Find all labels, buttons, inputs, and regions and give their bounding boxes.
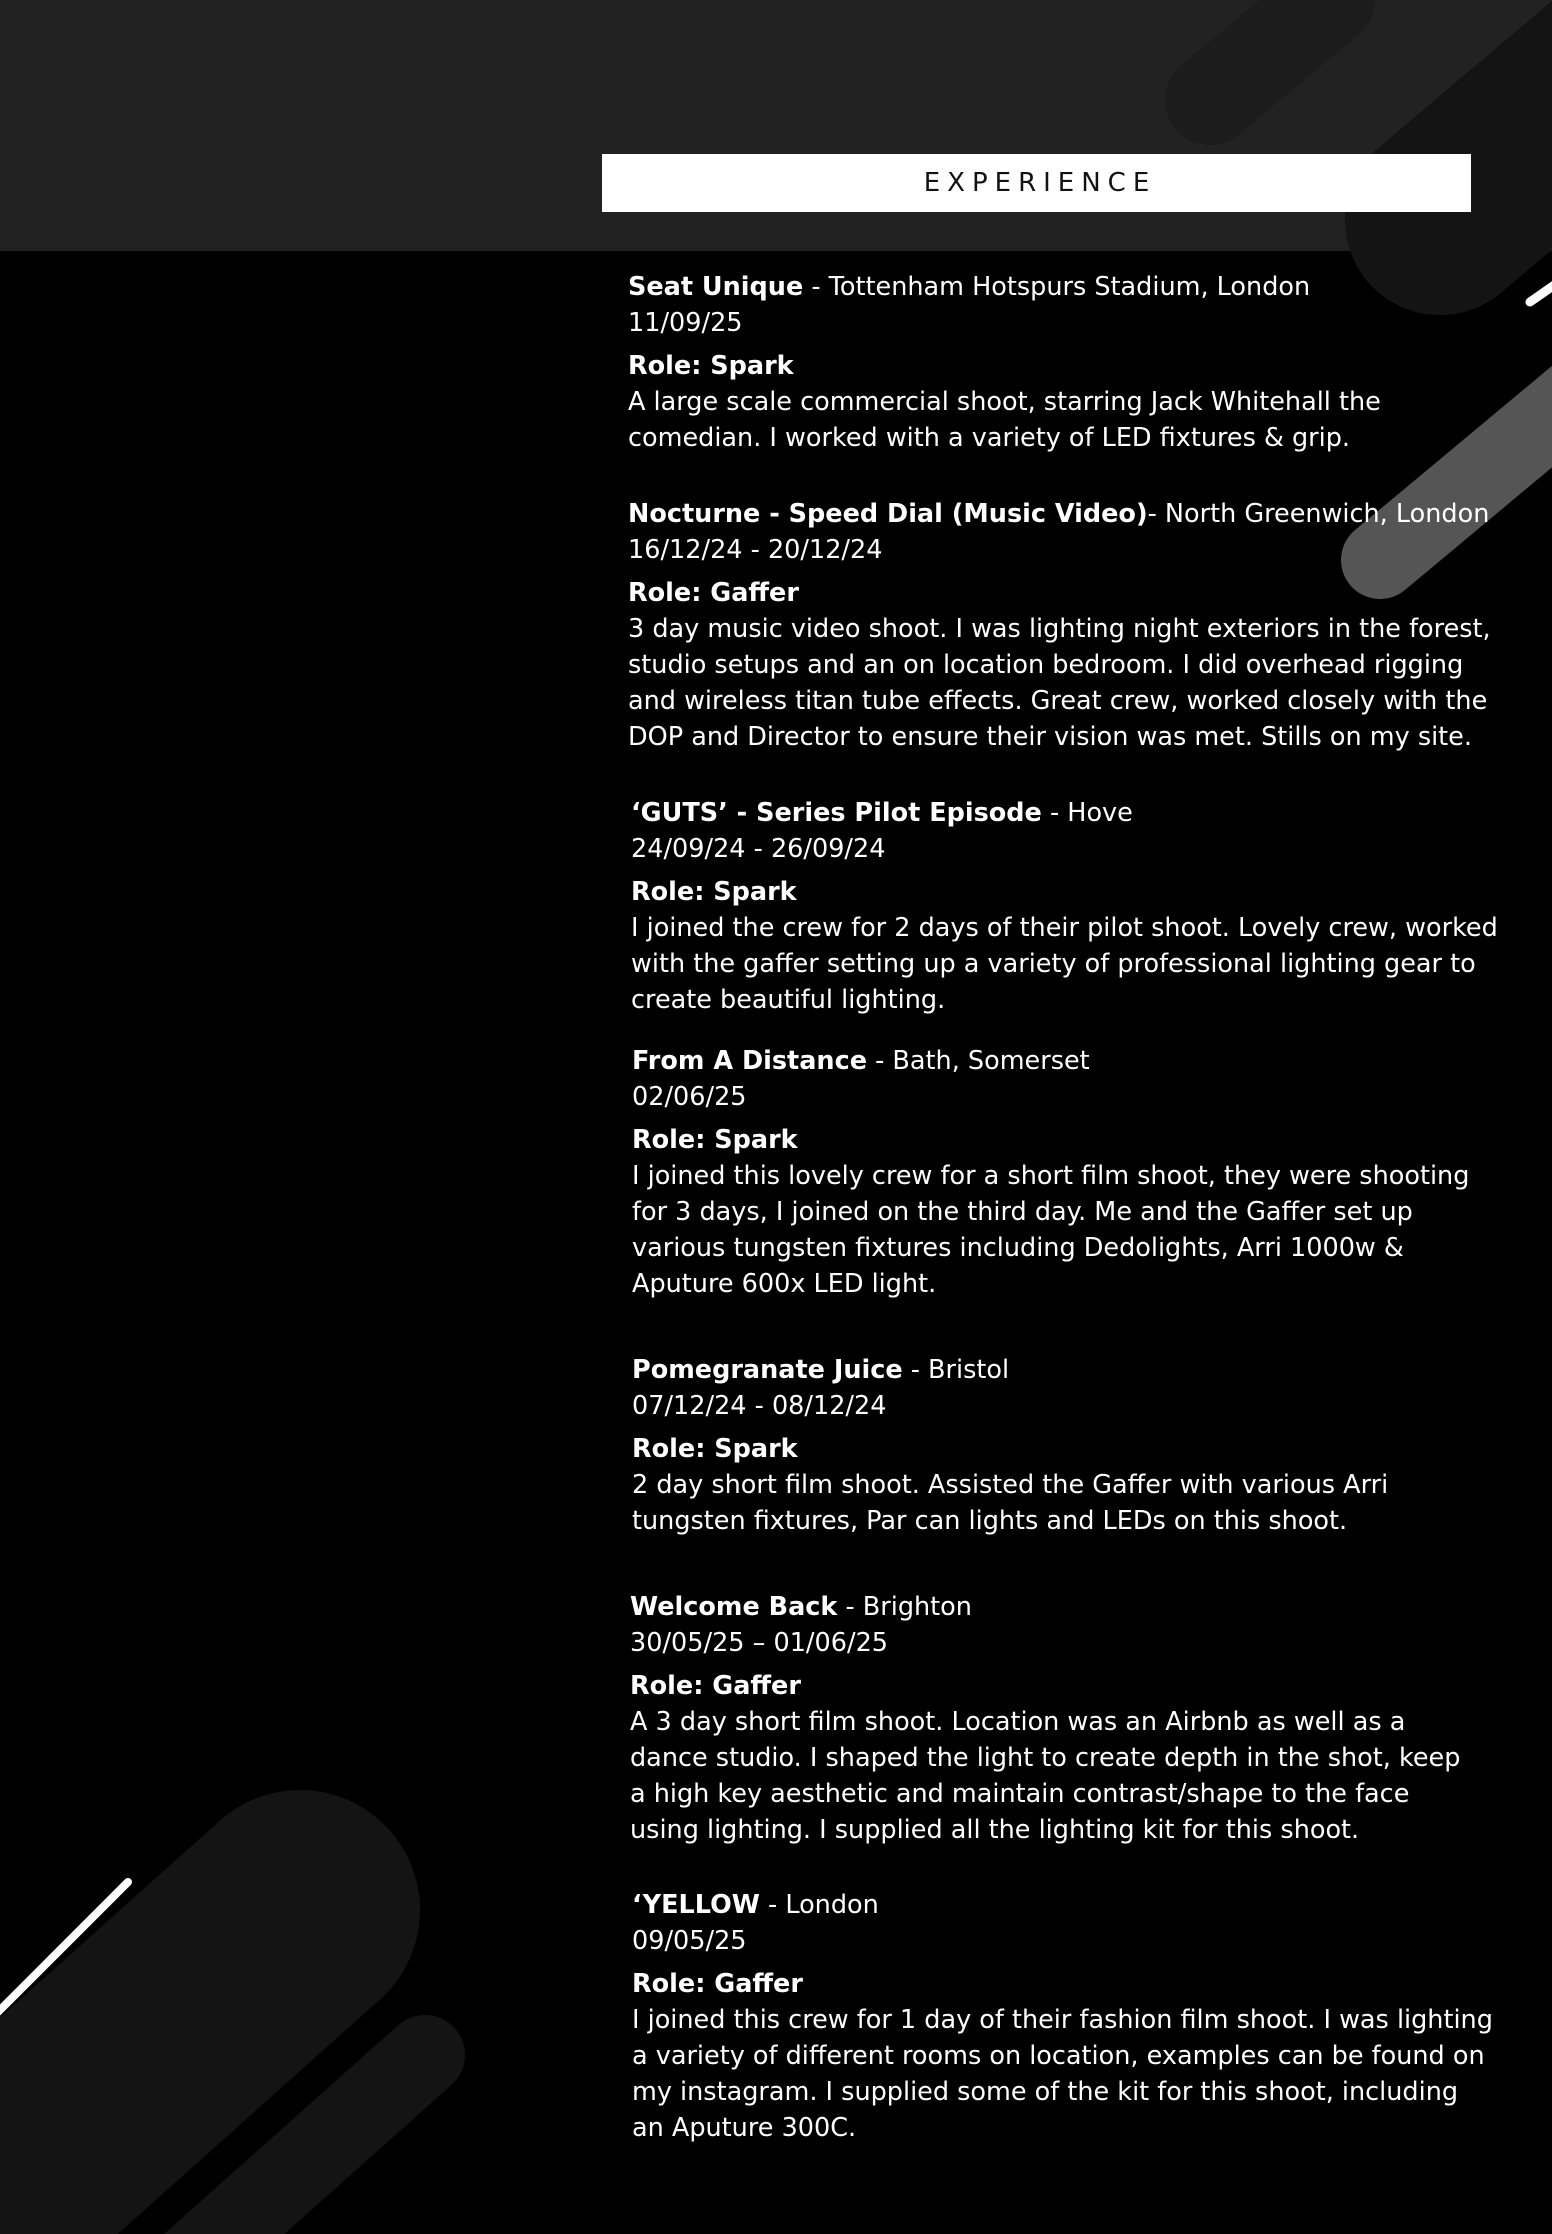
description-line: 3 day music video shoot. I was lighting night exteriors in the forest, [628, 614, 1491, 644]
description-line: using lighting. I supplied all the lighting kit for this shoot. [630, 1815, 1360, 1845]
entry-dates: 16/12/24 - 20/12/24 [628, 535, 883, 565]
description-line: with the gaffer setting up a variety of professional lighting gear to [631, 949, 1476, 979]
entry-heading-line [628, 496, 1508, 532]
entry-description [631, 910, 1511, 1018]
experience-entry [632, 1043, 1512, 1302]
description-line: an Aputure 300C. [632, 2113, 857, 2143]
description-line: a high key aesthetic and maintain contrast/shape to the face [630, 1779, 1410, 1809]
entry-description [632, 2002, 1512, 2146]
description-line: 2 day short film shoot. Assisted the Gaffer with various Arri [632, 1470, 1389, 1500]
entry-heading-line [632, 1352, 1512, 1388]
experience-entry [632, 1352, 1512, 1539]
top-white-stripe [1530, 274, 1552, 302]
description-line: studio setups and an on location bedroom. I did overhead rigging [628, 650, 1464, 680]
description-line: I joined this lovely crew for a short film shoot, they were shooting [632, 1161, 1470, 1191]
entry-description [632, 1467, 1512, 1539]
description-line: Aputure 600x LED light. [632, 1269, 937, 1299]
experience-entry [628, 496, 1508, 755]
description-line: create beautiful lighting. [631, 985, 946, 1015]
entry-role: Role: Gaffer [628, 578, 799, 608]
description-line: dance studio. I shaped the light to create depth in the shot, keep [630, 1743, 1461, 1773]
entry-role: Role: Spark [632, 1125, 798, 1155]
entry-dates: 02/06/25 [632, 1082, 747, 1112]
description-line: I joined the crew for 2 days of their pilot shoot. Lovely crew, worked [631, 913, 1498, 943]
description-line: DOP and Director to ensure their vision was met. Stills on my site. [628, 722, 1472, 752]
entry-dates: 11/09/25 [628, 308, 743, 338]
entry-dates: 09/05/25 [632, 1926, 747, 1956]
entry-location: - Hove [1041, 798, 1133, 828]
entry-title: Pomegranate Juice [632, 1355, 903, 1385]
entry-heading-line [630, 1589, 1510, 1625]
entry-role: Role: Gaffer [630, 1671, 801, 1701]
entry-role: Role: Gaffer [632, 1969, 803, 1999]
entry-role: Role: Spark [632, 1434, 798, 1464]
experience-heading: EXPERIENCE [602, 154, 1471, 212]
description-line: tungsten fixtures, Par can lights and LEDs on this shoot. [632, 1506, 1348, 1536]
entry-location: - Tottenham Hotspurs Stadium, London [803, 272, 1311, 302]
entry-dates: 30/05/25 – 01/06/25 [630, 1628, 889, 1658]
entry-description [628, 611, 1508, 755]
description-line: for 3 days, I joined on the third day. Me and the Gaffer set up [632, 1197, 1413, 1227]
entry-title: Welcome Back [630, 1592, 838, 1622]
entry-description [632, 1158, 1512, 1302]
experience-entry [630, 1589, 1510, 1848]
entry-heading-line [628, 269, 1508, 305]
experience-entry [628, 269, 1508, 456]
entry-location: - Brighton [837, 1592, 972, 1622]
entry-title: ‘GUTS’ - Series Pilot Episode [631, 798, 1042, 828]
entry-description [628, 384, 1508, 456]
entry-heading-line [631, 795, 1511, 831]
description-line: comedian. I worked with a variety of LED fixtures & grip. [628, 423, 1351, 453]
entry-title: ‘YELLOW [632, 1890, 760, 1920]
description-line: a variety of different rooms on location, examples can be found on [632, 2041, 1485, 2071]
entry-role: Role: Spark [628, 351, 794, 381]
entry-dates: 07/12/24 - 08/12/24 [632, 1391, 887, 1421]
description-line: my instagram. I supplied some of the kit for this shoot, including [632, 2077, 1459, 2107]
entry-location: - North Greenwich, London [1147, 499, 1490, 529]
entry-description [630, 1704, 1510, 1848]
description-line: A 3 day short film shoot. Location was an Airbnb as well as a [630, 1707, 1406, 1737]
description-line: A large scale commercial shoot, starring Jack Whitehall the [628, 387, 1381, 417]
description-line: I joined this crew for 1 day of their fashion film shoot. I was lighting [632, 2005, 1493, 2035]
description-line: various tungsten fixtures including Dedolights, Arri 1000w & [632, 1233, 1404, 1263]
entry-role: Role: Spark [631, 877, 797, 907]
entry-heading-line [632, 1887, 1512, 1923]
entry-heading-line [632, 1043, 1512, 1079]
experience-entry [631, 795, 1511, 1018]
entry-location: - Bath, Somerset [867, 1046, 1090, 1076]
top-dark-pill-small [1210, 0, 1330, 100]
entry-title: Nocturne - Speed Dial (Music Video) [628, 499, 1148, 529]
entry-location: - London [759, 1890, 879, 1920]
description-line: and wireless titan tube effects. Great crew, worked closely with the [628, 686, 1488, 716]
entry-title: From A Distance [632, 1046, 867, 1076]
entry-location: - Bristol [902, 1355, 1010, 1385]
entry-title: Seat Unique [628, 272, 804, 302]
experience-entry [632, 1887, 1512, 2146]
entry-dates: 24/09/24 - 26/09/24 [631, 834, 886, 864]
